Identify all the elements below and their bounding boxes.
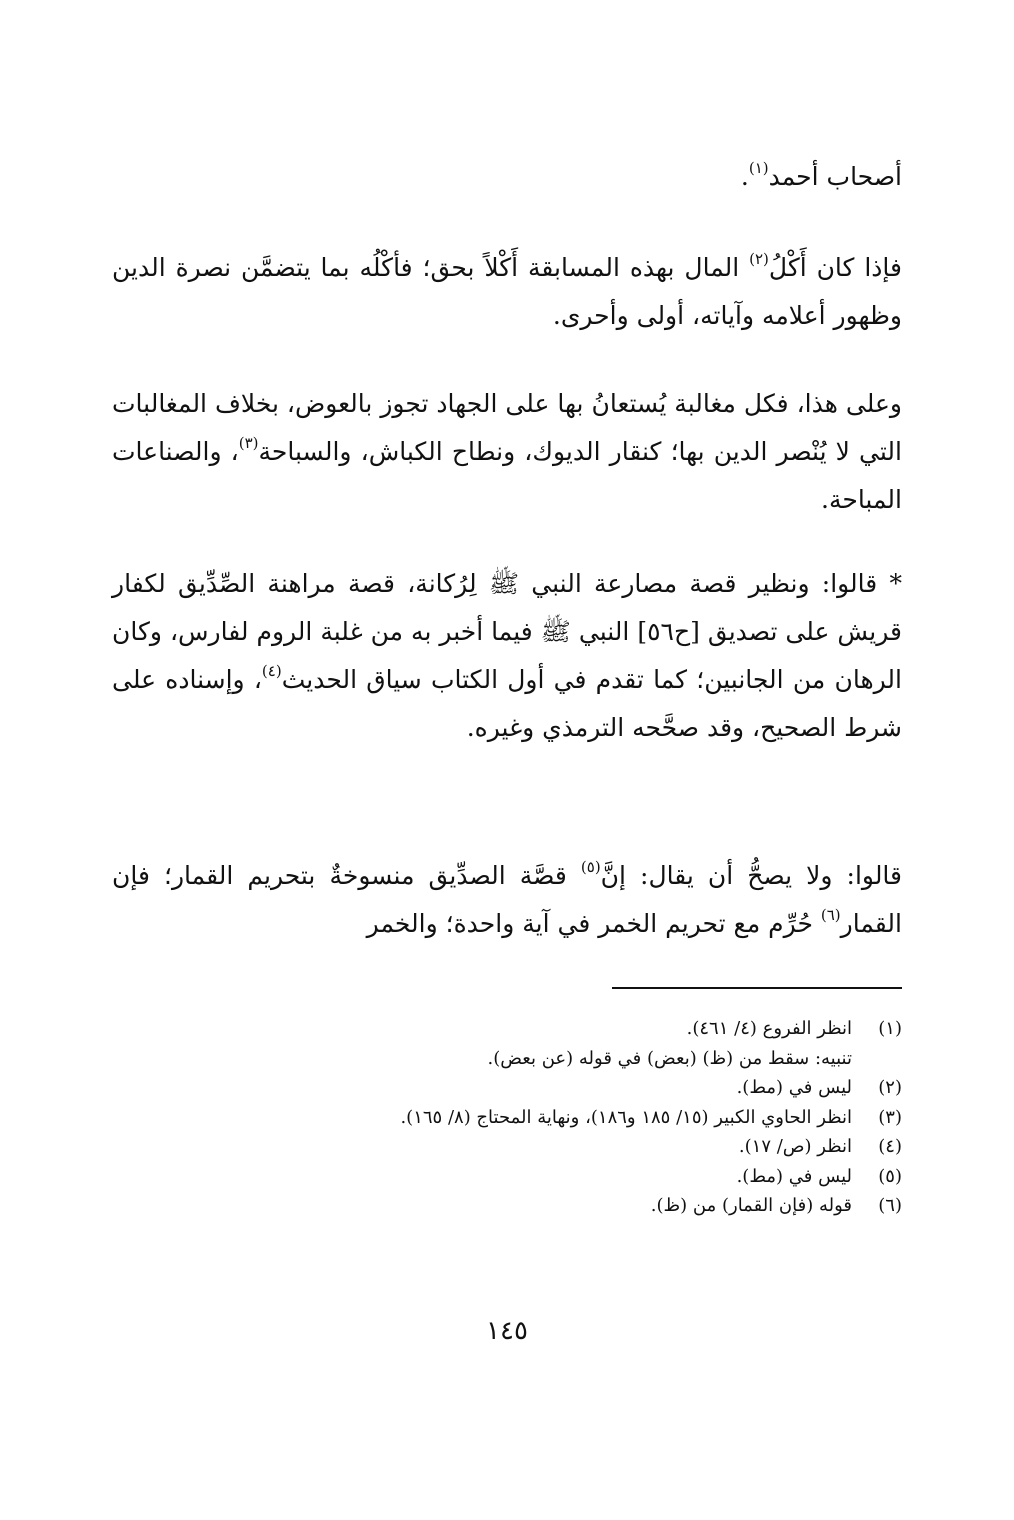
footnote-note bbox=[112, 1044, 902, 1074]
footnote bbox=[112, 1132, 902, 1162]
footnote-number: (١) bbox=[878, 1018, 902, 1039]
footnote-text: ليس في (مط). bbox=[736, 1077, 852, 1098]
footnote-divider bbox=[612, 987, 902, 989]
footnote-marker: (٤) bbox=[261, 662, 282, 680]
paragraph bbox=[112, 560, 902, 752]
footnote bbox=[112, 1162, 902, 1192]
footnote-text: تنبيه: سقط من (ظ) (بعض) في قوله (عن بعض). bbox=[487, 1047, 852, 1069]
text-run: فإذا كان أَكْلُ bbox=[768, 253, 902, 282]
text-run: وعلى هذا، فكل مغالبة يُستعانُ بها على الجهاد تجوز بالعوض، بخلاف المغالبات التي لا يُنْصر الدين بها؛ كنقار الديوك، ونطاح الكباش، والسباحة bbox=[112, 389, 902, 466]
footnote bbox=[112, 1191, 902, 1221]
footnote bbox=[112, 1073, 902, 1103]
body-text bbox=[112, 153, 902, 201]
footnote-marker: (٦) bbox=[820, 906, 841, 924]
footnote bbox=[112, 1014, 902, 1044]
paragraph bbox=[112, 244, 902, 340]
footnote-text: انظر الفروع (٤/ ٤٦١). bbox=[686, 1018, 852, 1039]
footnote-text: انظر (ص/ ١٧). bbox=[738, 1136, 852, 1157]
footnote-text: انظر الحاوي الكبير (١٥/ ١٨٥ و١٨٦)، ونهاية المحتاج (٨/ ١٦٥). bbox=[400, 1106, 852, 1128]
footnote-number: (٥) bbox=[878, 1165, 902, 1187]
body-text bbox=[112, 560, 902, 752]
body-text bbox=[112, 380, 902, 524]
footnote-number: (٦) bbox=[878, 1195, 902, 1216]
footnote-text: ليس في (مط). bbox=[736, 1165, 852, 1187]
body-text bbox=[112, 852, 902, 948]
footnote-marker: (٣) bbox=[238, 434, 259, 452]
text-run: ، وإسناده على شرط الصحيح، وقد صحَّحه الترمذي وغيره. bbox=[112, 665, 902, 742]
text-run: * قالوا: ونظير قصة مصارعة النبي ﷺ لِرُكانة، قصة مراهنة الصِّدِّيق لكفار قريش على تصديق [ح٥٦] النبي ﷺ فيما أخبر به من غلبة الروم لفارس، وكان الرهان من الجانبين؛ كما تقدم في أول الكتاب سياق الحديث bbox=[112, 569, 902, 694]
footnote-number: (٢) bbox=[878, 1077, 902, 1098]
page-number: ١٤٥ bbox=[486, 1316, 528, 1346]
paragraph bbox=[112, 852, 902, 948]
footnote-text: قوله (فإن القمار) من (ظ). bbox=[650, 1195, 852, 1216]
paragraph bbox=[112, 380, 902, 524]
text-run: حُرِّم مع تحريم الخمر في آية واحدة؛ والخمر bbox=[366, 909, 821, 938]
text-run: أصحاب أحمد bbox=[768, 162, 902, 191]
paragraph bbox=[112, 153, 902, 201]
footnote bbox=[112, 1103, 902, 1133]
footnote-marker: (١) bbox=[748, 159, 769, 177]
footnote-marker: (٢) bbox=[749, 250, 769, 268]
text-run: المال بهذه المسابقة أَكْلاً بحق؛ فأكْلُه بما يتضمَّن نصرة الدين وظهور أعلامه وآياته، أولى وأحرى. bbox=[112, 253, 902, 330]
text-run: قصَّة الصدِّيق منسوخةٌ بتحريم القمار؛ فإن القمار bbox=[112, 861, 902, 938]
footnote-number: (٣) bbox=[878, 1106, 902, 1128]
footnote-marker: (٥) bbox=[580, 858, 601, 876]
body-text bbox=[112, 244, 902, 340]
text-run: ، والصناعات المباحة. bbox=[112, 437, 902, 514]
footnote-number: (٤) bbox=[878, 1136, 902, 1157]
footnotes bbox=[112, 1014, 902, 1221]
text-run: قالوا: ولا يصحُّ أن يقال: إنَّ bbox=[600, 861, 903, 890]
text-run: . bbox=[740, 162, 749, 191]
